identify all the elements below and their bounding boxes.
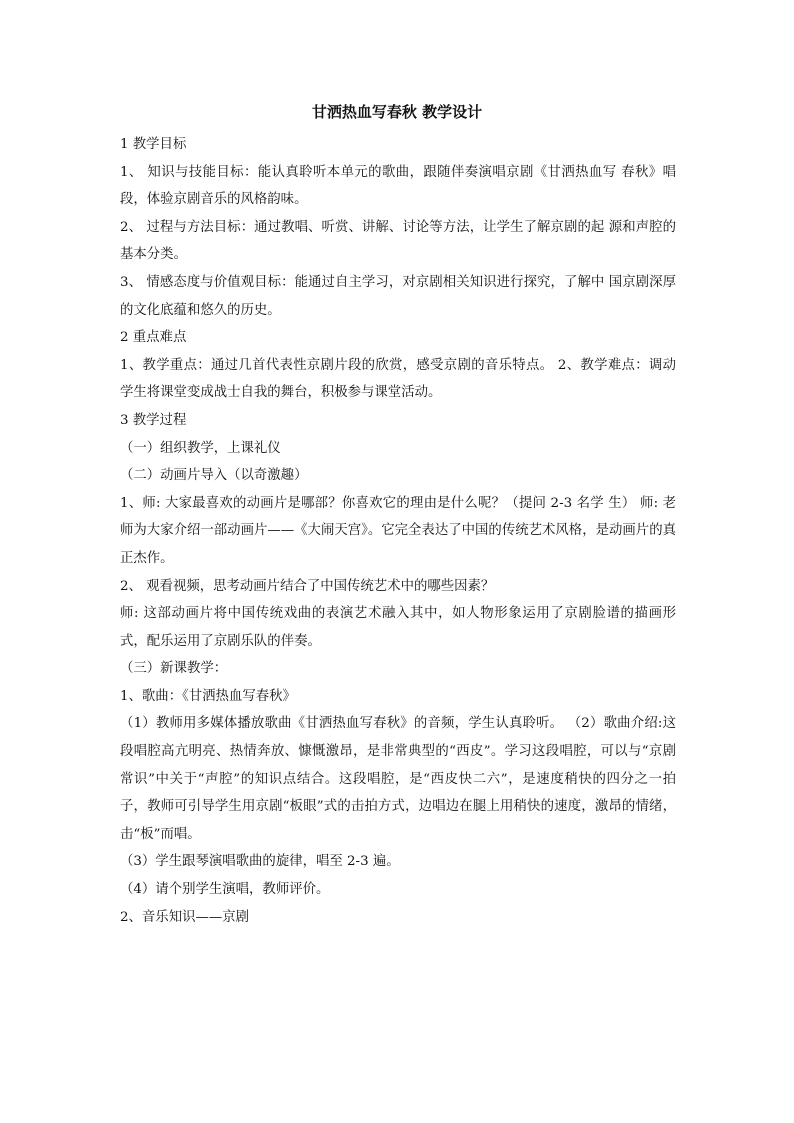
paragraph: （二）动画片导入（以奇激趣） [120,468,308,484]
paragraph: （4）请个别学生演唱，教师评价。 [120,882,330,898]
section-heading: 2 重点难点 [120,330,187,346]
paragraph: 1、教学重点：通过几首代表性京剧片段的欣赏，感受京剧的音乐特点。 2、教学难点：调动学生将课堂变成战士自我的舞台，积极参与课堂活动。 [120,357,676,401]
paragraph: （3）学生跟琴演唱歌曲的旋律，唱至 2-3 遍。 [120,854,400,870]
section-heading: 1 教学目标 [120,137,187,152]
paragraph: 1、歌曲：《甘洒热血写春秋》 [120,688,296,704]
section-heading: 3 教学过程 [120,412,187,428]
paragraph: （三）新课教学： [120,661,228,677]
paragraph: （一）组织教学，上课礼仪 [120,440,281,456]
paragraph: 1、师: 大家最喜欢的动画片是哪部？你喜欢它的理由是什么呢？（提问 2-3 名学 生） 师: 老师为大家介绍一部动画片——《大闹天宫》。它完全表达了中国的传统艺术风格，是动画片的真正杰作。 [120,495,676,566]
paragraph: 2、 过程与方法目标：通过教唱、听赏、讲解、讨论等方法，让学生了解京剧的起 源和声腔的基本分类。 [120,219,676,263]
document-title: 甘洒热血写春秋 教学设计 [311,103,483,121]
paragraph: 2、音乐知识——京剧 [120,909,250,925]
document-body [120,131,676,931]
paragraph: 3、 情感态度与价值观目标：能通过自主学习，对京剧相关知识进行探究，了解中 国京剧深厚的文化底蕴和悠久的历史。 [120,274,676,318]
paragraph: 2、 观看视频，思考动画片结合了中国传统艺术中的哪些因素？ [120,578,495,594]
paragraph: 1、 知识与技能目标：能认真聆听本单元的歌曲，跟随伴奏演唱京剧《甘洒热血写 春秋》唱段，体验京剧音乐的风格韵味。 [120,164,676,208]
paragraph: （1）教师用多媒体播放歌曲《甘洒热血写春秋》的音频，学生认真聆听。 （2）歌曲介绍:这段唱腔高亢明亮、热情奔放、慷慨激昂，是非常典型的“西皮”。学习这段唱腔，可以与“京剧常识”中关于“声腔”的知识点结合。这段唱腔，是“西皮快二六”，是速度稍快的四分之一拍子，教师可引导学生用京剧“板眼”式的击拍方式，边唱边在腿上用稍快的速度，激昂的情绪，击“板”而唱。 [120,716,676,842]
paragraph: 师: 这部动画片将中国传统戏曲的表演艺术融入其中，如人物形象运用了京剧脸谱的描画形式，配乐运用了京剧乐队的伴奏。 [120,606,676,649]
